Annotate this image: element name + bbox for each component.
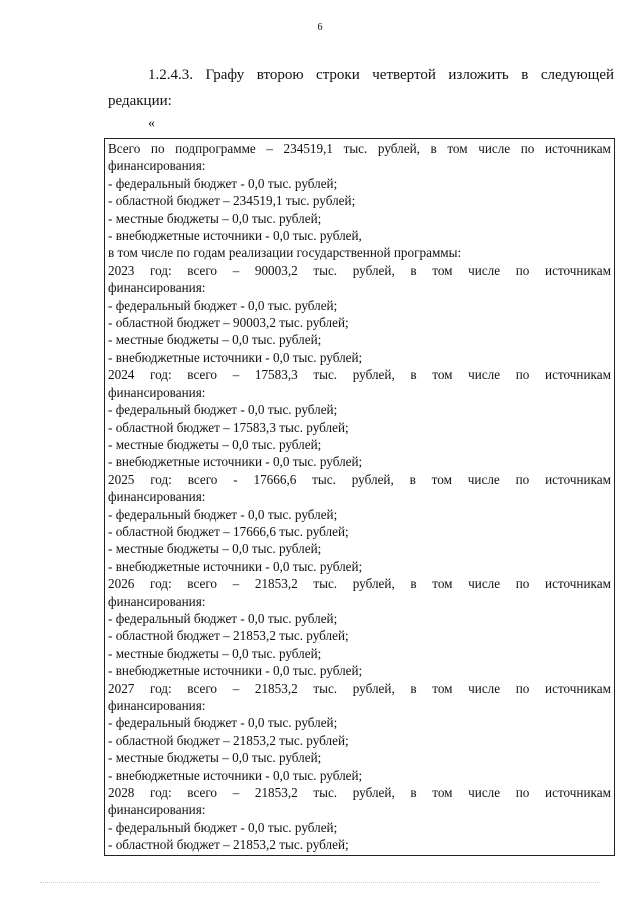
page-number: 6 [317,22,323,33]
year-heading-line-word: – [232,576,240,592]
budget-line: - федеральный бюджет - 0,0 тыс. рублей; [108,402,338,418]
year-heading-line-word: год: [150,262,172,278]
year-heading-line-word: числе [468,576,501,592]
year-heading-line-word: в [410,367,417,383]
year-heading-line-word: тыс. [312,471,336,487]
bottom-scan-rule [40,882,600,883]
budget-line: - областной бюджет – 17666,6 тыс. рублей; [108,523,349,539]
budget-line: - федеральный бюджет - 0,0 тыс. рублей; [108,819,338,835]
year-heading-line-word: в [410,262,417,278]
budget-line: - областной бюджет – 21853,2 тыс. рублей; [108,732,349,748]
year-heading-line-word: тыс. [313,367,338,383]
total-heading-line-word: тыс. [343,141,368,156]
year-heading-line-word: числе [468,785,501,801]
year-heading-line-word: 17666,6 [253,471,297,487]
year-heading-line-word: в [410,785,417,801]
total-heading-line-word: рублей, [377,141,420,156]
year-heading-line-word: рублей, [351,471,394,487]
year-heading-line-word: 2024 [108,367,135,383]
financing-label: финансирования: [108,158,206,174]
year-heading-line-word: 21853,2 [254,680,298,696]
total-heading-line-word: том [447,141,468,156]
year-heading-line-word: по [515,680,530,696]
year-heading-line-word: 2025 [108,471,135,487]
year-heading-line-word: - [233,471,238,487]
total-heading-line-word: источникам [544,141,611,156]
budget-line: - областной бюджет – 90003,2 тыс. рублей; [108,315,349,331]
budget-line: - федеральный бюджет - 0,0 тыс. рублей; [108,297,338,313]
year-heading-line-word: 21853,2 [254,785,298,801]
year-heading-line-word: год: [150,680,172,696]
year-heading-line [108,680,611,697]
year-heading-line-word: по [515,367,530,383]
budget-line: - местные бюджеты – 0,0 тыс. рублей; [108,541,322,557]
budget-line: - внебюджетные источники - 0,0 тыс. рублей, [108,228,362,244]
year-heading-line-word: – [232,785,240,801]
year-heading-line-word: в [409,471,416,487]
year-heading-line [108,575,611,592]
financing-label: финансирования: [108,384,206,400]
year-heading-line-word: год: [150,576,172,592]
year-heading-line-word: 2027 [108,680,135,696]
year-heading-line-word: по [515,471,530,487]
year-heading-line-word: числе [468,262,501,278]
year-heading-line-word: в [410,680,417,696]
total-heading-line-word: 234519,1 [283,141,333,156]
financing-label: финансирования: [108,489,206,505]
year-heading-line-word: источникам [545,680,611,696]
year-heading-line-word: том [432,680,453,696]
budget-line: - местные бюджеты – 0,0 тыс. рублей; [108,645,322,661]
budget-line: - местные бюджеты – 0,0 тыс. рублей; [108,750,322,766]
year-heading-line-word: год: [150,471,172,487]
year-heading-line-word: год: [150,367,172,383]
total-heading-line-word: числе [478,141,511,156]
year-heading-line [108,471,611,488]
year-heading-line [108,262,611,279]
year-heading-line-word: всего [187,471,218,487]
year-heading-line-word: тыс. [313,785,338,801]
total-heading-line-word: – [266,141,273,156]
budget-line: - областной бюджет – 234519,1 тыс. рублей; [108,193,356,209]
budget-line: - областной бюджет – 21853,2 тыс. рублей; [108,837,349,853]
year-heading-line-word: рублей, [352,785,395,801]
year-heading-line-word: том [432,367,453,383]
year-heading-line-word: – [232,367,240,383]
year-heading-line-word: том [431,471,452,487]
year-heading-line-word: том [432,785,453,801]
clause-text-line1: 1.2.4.3. Графу второю строки четвертой изложить в следующей [148,67,614,83]
year-heading-line-word: рублей, [352,367,395,383]
year-heading-line-word: рублей, [352,262,395,278]
total-heading-line-word: Всего [108,141,141,156]
year-heading-line-word: в [410,576,417,592]
year-heading-line-word: 21853,2 [254,576,298,592]
year-heading-line-word: том [432,576,453,592]
year-heading-line-word: тыс. [313,680,338,696]
year-heading-line-word: всего [187,367,217,383]
financing-label: финансирования: [108,280,206,296]
year-heading-line-word: – [232,680,240,696]
year-heading-line-word: источникам [545,367,611,383]
financing-label: финансирования: [108,698,206,713]
budget-line: - федеральный бюджет - 0,0 тыс. рублей; [108,175,338,191]
total-heading-line-word: в [430,141,437,156]
total-heading-line [108,140,611,157]
year-heading-line-word: рублей, [352,680,395,696]
total-heading-line-word: по [150,141,165,156]
year-heading-line-word: источникам [545,471,611,487]
budget-line: - внебюджетные источники - 0,0 тыс. рублей; [108,663,363,679]
budget-line: - федеральный бюджет - 0,0 тыс. рублей; [108,715,338,731]
budget-line: - местные бюджеты – 0,0 тыс. рублей; [108,436,322,452]
year-heading-line-word: – [232,262,240,278]
year-heading-line-word: по [515,576,530,592]
opening-quote-mark: « [148,116,155,131]
year-heading-line-word: рублей, [352,576,395,592]
year-heading-line-word: 2023 [108,262,135,278]
year-heading-line-word: всего [187,785,217,801]
year-heading-line [108,784,611,801]
year-heading-line-word: 90003,2 [254,262,298,278]
budget-line: - областной бюджет – 21853,2 тыс. рублей; [108,628,349,644]
budget-line: - областной бюджет – 17583,3 тыс. рублей; [108,419,349,435]
total-heading-line-word: по [520,141,535,156]
clause-text-line2: редакции: [108,93,172,109]
year-heading-line-word: источникам [545,262,611,278]
financing-label: финансирования: [108,802,206,818]
year-heading-line-word: 2028 [108,785,135,801]
year-heading-line-word: всего [187,576,217,592]
year-heading-line-word: тыс. [313,262,338,278]
year-heading-line-word: источникам [545,785,611,801]
budget-line: - федеральный бюджет - 0,0 тыс. рублей; [108,506,338,522]
year-heading-line [108,366,611,383]
year-heading-line-word: по [515,262,530,278]
year-heading-line-word: всего [187,680,217,696]
year-heading-line-word: числе [468,680,501,696]
budget-line: - внебюджетные источники - 0,0 тыс. рублей; [108,454,363,470]
year-heading-line-word: всего [187,262,217,278]
year-heading-line-word: числе [468,367,501,383]
year-heading-line-word: 2026 [108,576,135,592]
year-heading-line-word: том [432,262,453,278]
budget-line: - внебюджетные источники - 0,0 тыс. рублей; [108,349,363,365]
total-heading-line-word: подпрограмме [175,141,256,156]
budget-line: - внебюджетные источники - 0,0 тыс. рублей; [108,558,363,574]
budget-line: - федеральный бюджет - 0,0 тыс. рублей; [108,610,338,626]
financing-table-cell [104,138,615,856]
year-heading-line-word: тыс. [313,576,338,592]
budget-line: - внебюджетные источники - 0,0 тыс. рублей; [108,767,363,783]
budget-line: - местные бюджеты – 0,0 тыс. рублей; [108,210,322,226]
year-heading-line-word: источникам [545,576,611,592]
year-heading-line-word: по [515,785,530,801]
budget-line: - местные бюджеты – 0,0 тыс. рублей; [108,332,322,348]
year-heading-line-word: числе [467,471,500,487]
year-heading-line-word: 17583,3 [254,367,298,383]
financing-label: финансирования: [108,593,206,609]
year-heading-line-word: год: [150,785,172,801]
by-years-intro: в том числе по годам реализации государственной программы: [108,245,462,261]
financing-text-block [105,139,614,854]
